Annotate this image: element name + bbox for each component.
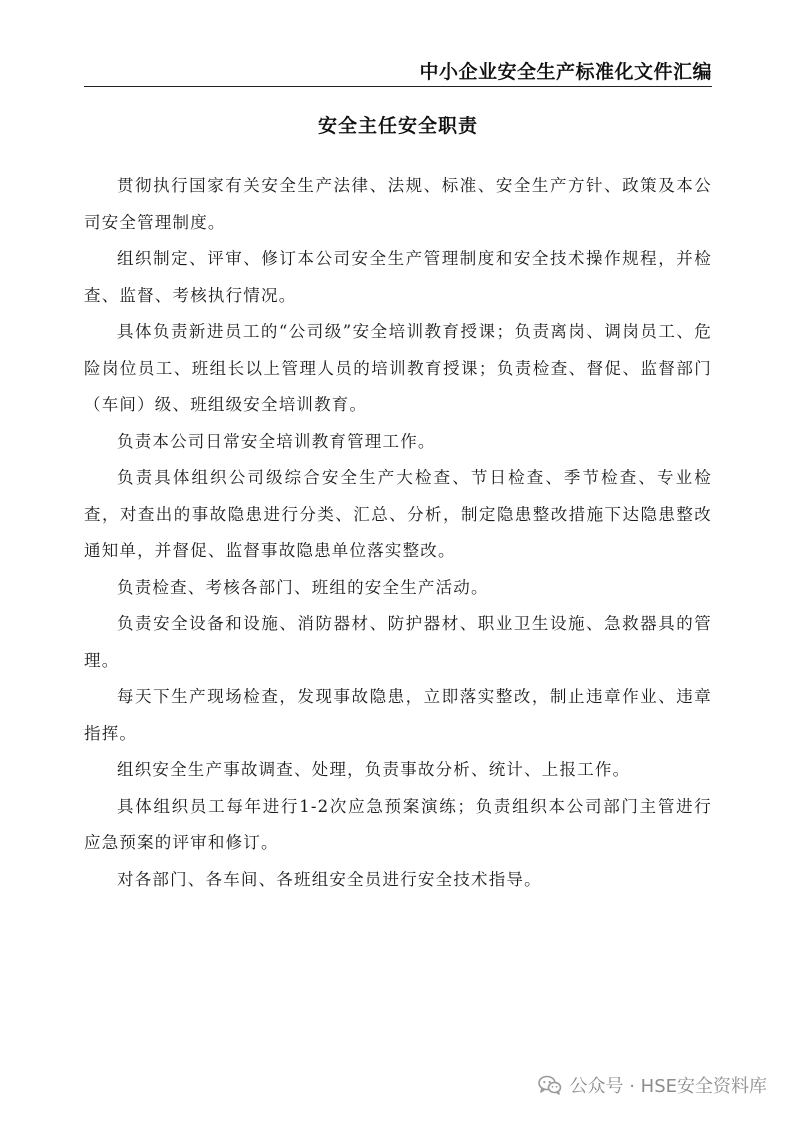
paragraph: 贯彻执行国家有关安全生产法律、法规、标准、安全生产方针、政策及本公司安全管理制度。 — [84, 176, 712, 232]
paragraph: 具体负责新进员工的“公司级”安全培训教育授课；负责离岗、调岗员工、危险岗位员工、班组长以上管理人员的培训教育授课；负责检查、督促、监督部门（车间）级、班组级安全培训教育。 — [84, 322, 712, 414]
paragraph: 组织安全生产事故调查、处理，负责事故分析、统计、上报工作。 — [117, 760, 631, 779]
paragraph: 每天下生产现场检查，发现事故隐患，立即落实整改，制止违章作业、违章指挥。 — [84, 687, 712, 743]
paragraph: 负责本公司日常安全培训教育管理工作。 — [117, 431, 436, 451]
paragraph: 具体组织员工每年进行1-2次应急预案演练；负责组织本公司部门主管进行应急预案的评审和修订。 — [84, 796, 712, 852]
document-title: 安全主任安全职责 — [317, 115, 478, 137]
paragraph: 对各部门、各车间、各班组安全员进行安全技术指导。 — [117, 869, 542, 889]
running-header: 中小企业安全生产标准化文件汇编 — [419, 61, 712, 83]
paragraph: 组织制定、评审、修订本公司安全生产管理制度和安全技术操作规程，并检查、监督、考核执行情况。 — [84, 249, 712, 305]
watermark-text: 公众号 · HSE安全资料库 — [569, 1076, 767, 1097]
paragraph: 负责具体组织公司级综合安全生产大检查、节日检查、季节检查、专业检查，对查出的事故隐患进行分类、汇总、分析，制定隐患整改措施下达隐患整改通知单，并督促、监督事故隐患单位落实整改。 — [84, 468, 712, 560]
paragraph: 负责安全设备和设施、消防器材、防护器材、职业卫生设施、急救器具的管理。 — [84, 614, 712, 670]
paragraph: 负责检查、考核各部门、班组的安全生产活动。 — [117, 577, 489, 597]
document-body — [84, 168, 712, 898]
watermark — [538, 1072, 768, 1098]
header-divider — [84, 86, 712, 87]
wechat-icon — [538, 1075, 562, 1095]
